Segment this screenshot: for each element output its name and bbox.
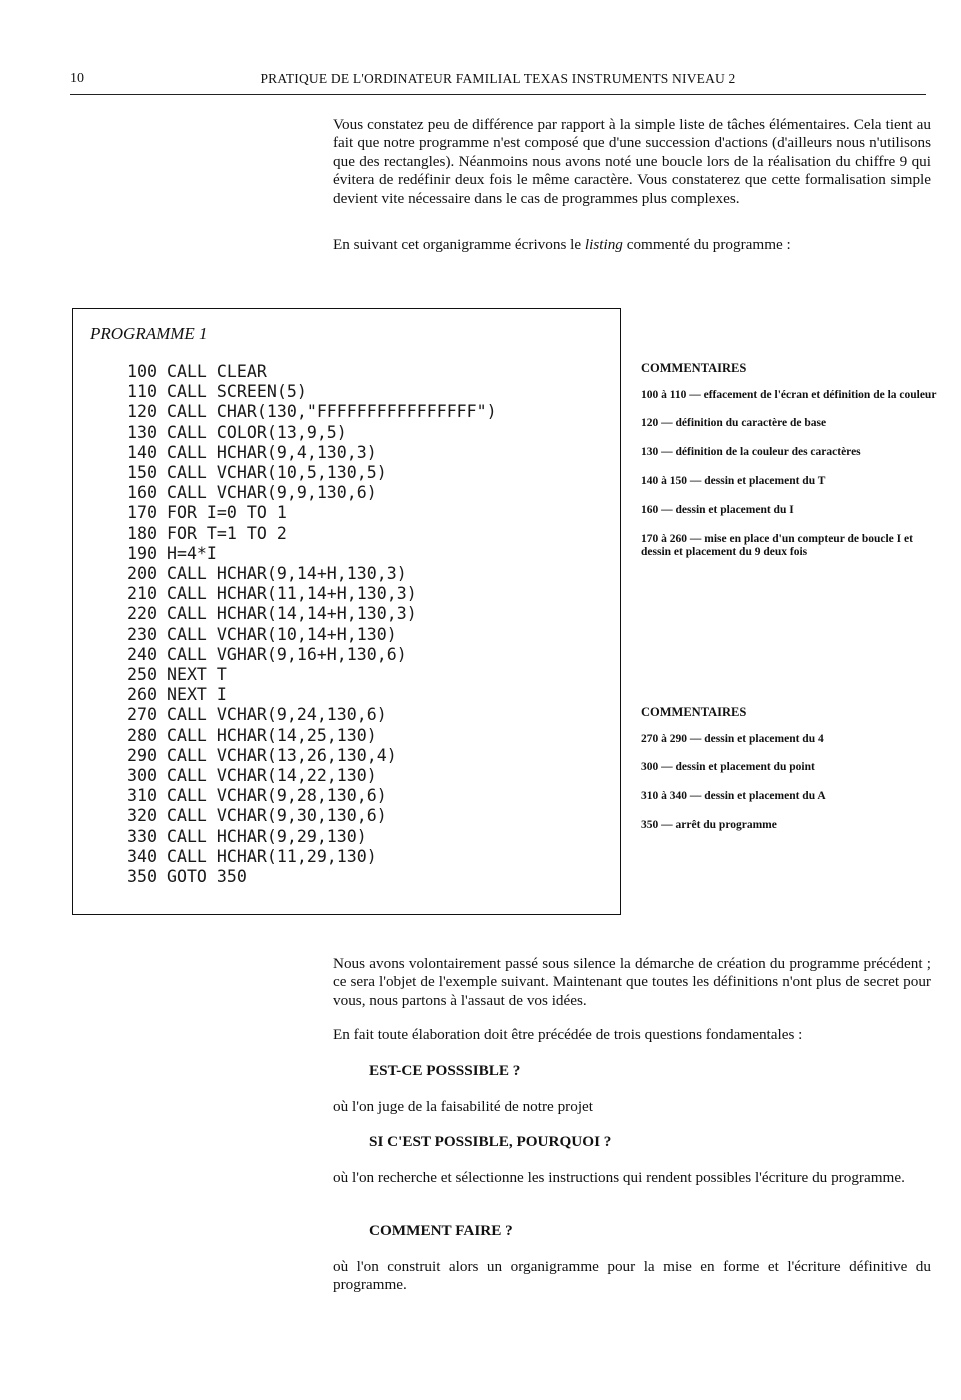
code-line: 350 GOTO 350 bbox=[127, 867, 247, 887]
code-line: 320 CALL VCHAR(9,30,130,6) bbox=[127, 806, 387, 826]
code-line: 160 CALL VCHAR(9,9,130,6) bbox=[127, 483, 377, 503]
comment-item: 100 à 110 — effacement de l'écran et définition de la couleur bbox=[641, 388, 937, 401]
page-header bbox=[70, 70, 926, 95]
code-line: 180 FOR T=1 TO 2 bbox=[127, 523, 287, 543]
comment-item: 120 — définition du caractère de base bbox=[641, 417, 827, 430]
comments-block-1 bbox=[641, 362, 941, 575]
intro-paragraph: Vous constatez peu de différence par rapport à la simple liste de tâches élémentaires. Cela tient au fait que notre programme n'est composé que d'une succession d'actions (d'ailleurs nous n'utilisons que des rectangles). Néanmoins nous avons noté une boucle lors de la réalisation du chiffre 9 qui évitera de redéfinir deux fois le même caractère. Vous constaterez que cette formalisation simple devient vite nécessaire dans le cas de programmes plus complexes. bbox=[333, 116, 931, 207]
listing-word: listing bbox=[584, 236, 623, 253]
code-line: 340 CALL HCHAR(11,29,130) bbox=[127, 846, 377, 866]
comment-item: 270 à 290 — dessin et placement du 4 bbox=[641, 732, 824, 745]
code-line: 280 CALL HCHAR(14,25,130) bbox=[127, 725, 377, 745]
running-title: PRATIQUE DE L'ORDINATEUR FAMILIAL TEXAS INSTRUMENTS NIVEAU 2 bbox=[260, 71, 736, 86]
code-line: 150 CALL VCHAR(10,5,130,5) bbox=[127, 463, 387, 483]
code-line: 190 H=4*I bbox=[127, 543, 217, 563]
comment-item: 140 à 150 — dessin et placement du T bbox=[641, 475, 826, 488]
code-line: 250 NEXT T bbox=[127, 665, 227, 685]
listing-intro-text-start: En suivant cet organigramme écrivons le bbox=[333, 236, 585, 253]
question-heading: SI C'EST POSSIBLE, POURQUOI ? bbox=[369, 1133, 612, 1150]
comment-item: 170 à 260 — mise en place d'un compteur de boucle I et dessin et placement du 9 deux fois bbox=[641, 532, 913, 559]
page-number: 10 bbox=[70, 71, 84, 86]
code-line: 210 CALL HCHAR(11,14+H,130,3) bbox=[127, 584, 417, 604]
comment-item: 310 à 340 — dessin et placement du A bbox=[641, 790, 826, 803]
code-line: 130 CALL COLOR(13,9,5) bbox=[127, 422, 347, 442]
answer-paragraph: où l'on juge de la faisabilité de notre projet bbox=[333, 1098, 593, 1115]
code-line: 230 CALL VCHAR(10,14+H,130) bbox=[127, 624, 397, 644]
body-paragraph: Nous avons volontairement passé sous silence la démarche de création du programme précédent ; ce sera l'objet de l'exemple suivant. Maintenant que toutes les définitions n'ont plus de secret pour vous, nous partons à l'assaut de vos idées. bbox=[333, 955, 931, 1009]
comment-item: 130 — définition de la couleur des caractères bbox=[641, 446, 861, 459]
code-line: 110 CALL SCREEN(5) bbox=[127, 382, 307, 402]
body-paragraph: En fait toute élaboration doit être précédée de trois questions fondamentales : bbox=[333, 1026, 803, 1043]
code-line: 240 CALL VGHAR(9,16+H,130,6) bbox=[127, 644, 407, 664]
code-line: 300 CALL VCHAR(14,22,130) bbox=[127, 766, 377, 786]
comment-item: 350 — arrêt du programme bbox=[641, 819, 777, 832]
code-line: 200 CALL HCHAR(9,14+H,130,3) bbox=[127, 564, 407, 584]
listing-intro-text-end: commenté du programme : bbox=[622, 236, 791, 253]
comments-title: COMMENTAIRES bbox=[641, 705, 747, 719]
code-line: 310 CALL VCHAR(9,28,130,6) bbox=[127, 786, 387, 806]
code-line: 270 CALL VCHAR(9,24,130,6) bbox=[127, 705, 387, 725]
code-line: 140 CALL HCHAR(9,4,130,3) bbox=[127, 442, 377, 462]
code-line: 170 FOR I=0 TO 1 bbox=[127, 503, 287, 523]
comment-item: 300 — dessin et placement du point bbox=[641, 761, 815, 774]
code-line: 260 NEXT I bbox=[127, 685, 227, 705]
program-code bbox=[127, 362, 497, 887]
code-line: 290 CALL VCHAR(13,26,130,4) bbox=[127, 745, 397, 765]
answer-paragraph: où l'on recherche et sélectionne les instructions qui rendent possibles l'écriture du programme. bbox=[333, 1169, 905, 1186]
code-line: 100 CALL CLEAR bbox=[127, 362, 267, 381]
listing-intro-paragraph bbox=[333, 236, 931, 254]
program-listing-box bbox=[72, 308, 621, 915]
code-line: 120 CALL CHAR(130,"FFFFFFFFFFFFFFFF") bbox=[127, 402, 497, 422]
comments-title: COMMENTAIRES bbox=[641, 361, 747, 375]
comments-block-2 bbox=[641, 706, 941, 848]
code-line: 220 CALL HCHAR(14,14+H,130,3) bbox=[127, 604, 417, 624]
code-line: 330 CALL HCHAR(9,29,130) bbox=[127, 826, 367, 846]
question-heading: EST-CE POSSSIBLE ? bbox=[369, 1062, 521, 1079]
comment-item: 160 — dessin et placement du I bbox=[641, 504, 794, 517]
answer-paragraph: où l'on construit alors un organigramme pour la mise en forme et l'écriture définitive du programme. bbox=[333, 1258, 931, 1294]
program-title: PROGRAMME 1 bbox=[90, 324, 208, 343]
question-heading: COMMENT FAIRE ? bbox=[369, 1222, 513, 1239]
